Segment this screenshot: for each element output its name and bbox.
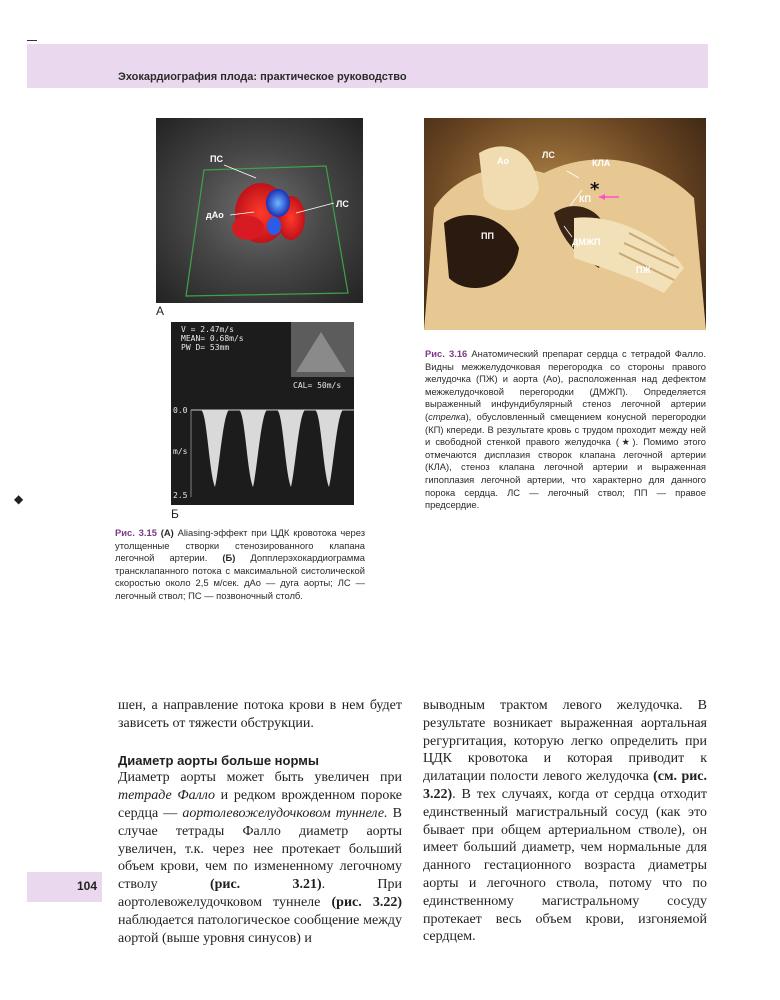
- caption-text-3-16-b: ), обусловленный смещением конусной перегородки (КП) кпереди. В результате кровь с трудом проходит между ней и свободной стенкой правого желудочка (★). Помимо этого отмечаются дисплазия створок клапана легочной артерии (КЛА), стеноз клапана легочной артерии и выраженная гипоплазия легочной артерии, что характерно для данного порока сердца. ЛС — легочный ствол; ПП — правое предсердие.: [425, 410, 706, 511]
- heart-specimen-photo: [424, 118, 706, 330]
- figure-3-15-panel-b: [171, 322, 354, 505]
- label-kp: КП: [579, 194, 591, 204]
- caption-figure-3-15: [115, 527, 365, 603]
- readout-pwd: PW D= 53mm: [181, 343, 230, 352]
- body-paragraph-1: шен, а направление потока крови в нем будет зависеть от тяжести обструкции.: [118, 698, 402, 731]
- label-kla: КЛА: [592, 158, 611, 168]
- caption-tag-a: (А): [160, 527, 174, 538]
- running-header-title: Эхокардиография плода: практическое руководство: [118, 71, 407, 83]
- spectral-doppler-image: [171, 322, 354, 505]
- caption-tag-b: (Б): [222, 552, 236, 564]
- text-run: выводным трактом левого желудочка. В результате возникает выраженная аортальная регургитация, которую легко определить при ЦДК кровотока и которая приводит к дилатации полости левого желудочка: [423, 698, 707, 785]
- caption-arrow-word: стрелка: [428, 410, 466, 422]
- corner-mark: [27, 40, 37, 41]
- label-pzh: ПЖ: [636, 265, 651, 275]
- caption-label-3-15: Рис. 3.15: [115, 527, 157, 538]
- emphasis-tetralogy: тетраде Фалло: [118, 788, 216, 804]
- figure-3-15-panel-a: [156, 118, 363, 303]
- label-ps: ПС: [210, 154, 223, 164]
- figure-3-16-image: [424, 118, 706, 330]
- caption-text-b: Допплерэхокардиограмма трансклапанного потока с максимальной систолической скоростью около 2,5 м/сек. дАо — дуга аорты; ЛС — легочный ствол; ПС — позвоночный столб.: [115, 552, 365, 601]
- caption-label-3-16: Рис. 3.16: [425, 348, 468, 359]
- text-run: В случае тетрады Фалло диаметр аорты увеличен, т.к. через нее протекает больший объем крови, чем по измененному легочному стволу: [118, 805, 402, 893]
- emphasis-tunnel: аортолевожелудочковом туннеле.: [182, 805, 388, 821]
- body-paragraph-2: [118, 769, 402, 947]
- body-paragraph-3: [423, 697, 707, 946]
- label-ls-16: ЛС: [542, 150, 555, 160]
- scale-unit: m/s: [173, 447, 188, 456]
- body-right-column: [423, 697, 707, 946]
- page-number: 104: [76, 879, 97, 893]
- caption-figure-3-16: [425, 348, 706, 512]
- readout-cal: CAL= 50m/s: [293, 381, 342, 390]
- readout-mean: MEAN= 0.68m/s: [181, 334, 244, 343]
- margin-marker-icon: ◆: [14, 492, 24, 506]
- label-dao: дАо: [206, 210, 224, 220]
- figure-ref-3-22: (рис. 3.22): [331, 894, 402, 910]
- text-run: Диаметр аорты может быть увеличен при: [118, 770, 402, 786]
- label-ao: Ао: [497, 156, 509, 166]
- section-subheading: Диаметр аорты больше нормы: [118, 752, 319, 768]
- text-run: наблюдается патологическое сообщение между аортой (выше уровня синусов) и: [118, 912, 402, 946]
- caption-text-a: Aliasing-эффект при ЦДК кровотока через утолщенные створки стенозированного клапана легочной артерии.: [115, 527, 365, 564]
- label-dmzhp: ДМЖП: [572, 237, 601, 247]
- text-run: . При аортолевожелудочковом туннеле: [118, 877, 402, 910]
- text-run: . В тех случаях, когда от сердца отходит единственный магистральный сосуд (как это бывает при общем артериальном стволе), он имеет больший диаметр, чем нормальные для данного гестационного возраста диаметры аорты и легочного ствола, потому что по единственному магистральному сосуду протекает весь объем крови, изгоняемой сердцем.: [423, 786, 707, 945]
- panel-b-letter: Б: [171, 507, 179, 521]
- figure-ref-see-3-22: (см. рис. 3.22): [423, 769, 708, 802]
- label-pp: ПП: [481, 231, 494, 241]
- scale-bottom: 2.5: [173, 491, 188, 500]
- readout-v: V = 2.47m/s: [181, 325, 234, 334]
- panel-a-letter: А: [156, 304, 165, 318]
- text-run: и редком врожденном пороке сердца —: [118, 788, 402, 821]
- figure-ref-3-21: (рис. 3.21): [209, 877, 322, 893]
- doppler-color-image: [156, 118, 363, 303]
- caption-text-3-16-a: Анатомический препарат сердца с тетрадой Фалло. Видны межжелудочковая перегородка со стороны правого желудочка (ПЖ) и аорта (Ао), расположенная над дефектом межжелудочковой перегородки (ДМЖП). Определяется выраженный инфундибулярный стеноз легочной артерии (: [425, 348, 707, 422]
- label-ls-a: ЛС: [336, 199, 349, 209]
- body-left-column: [118, 697, 402, 947]
- scale-top: 0.0: [173, 406, 188, 415]
- label-star: *: [590, 179, 600, 200]
